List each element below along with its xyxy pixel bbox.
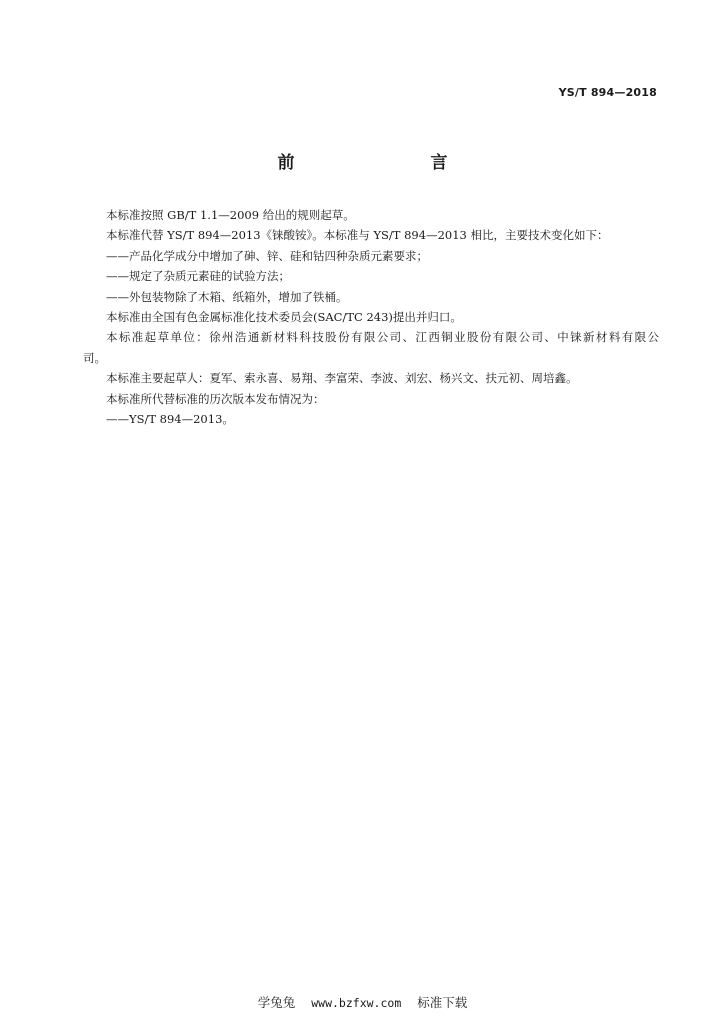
paragraph-drafting-rules: 本标准按照 GB/T 1.1—2009 给出的规则起草。: [106, 208, 355, 222]
paragraph-drafting-units-continued: 司。: [83, 350, 106, 365]
paragraph-proposed-by: 本标准由全国有色金属标准化技术委员会(SAC/TC 243)提出并归口。: [106, 310, 462, 325]
list-item-change-2: ——规定了杂质元素硅的试验方法；: [106, 269, 290, 284]
list-item-change-3: ——外包装物除了木箱、纸箱外，增加了铁桶。: [106, 289, 348, 304]
paragraph-replaces: 本标准代替 YS/T 894—2013《铼酸铵》。本标准与 YS/T 894—2013 相比，主要技术变化如下：: [106, 228, 609, 243]
footer-tagline: 标准下载: [417, 995, 468, 1010]
list-item-previous-version: ——YS/T 894—2013。: [106, 412, 234, 427]
footer-site-name: 学兔兔: [257, 995, 296, 1010]
paragraph-drafters: 本标准主要起草人：夏军、索永喜、易翔、李富荣、李波、刘宏、杨兴文、扶元初、周培鑫。: [106, 371, 578, 386]
paragraph-drafting-units: 本标准起草单位：徐州浩通新材料科技股份有限公司、江西铜业股份有限公司、中铼新材料有限公: [106, 330, 659, 345]
document-body: [83, 205, 659, 429]
list-item-change-1: ——产品化学成分中增加了砷、锌、硅和钴四种杂质元素要求；: [106, 248, 428, 263]
paragraph-version-history: 本标准所代替标准的历次版本发布情况为：: [106, 391, 325, 406]
page-title: 前 言: [277, 153, 482, 173]
footer-url[interactable]: www.bzfxw.com: [311, 996, 402, 1010]
standard-code: YS/T 894—2018: [558, 86, 657, 99]
footer: [0, 993, 725, 1011]
